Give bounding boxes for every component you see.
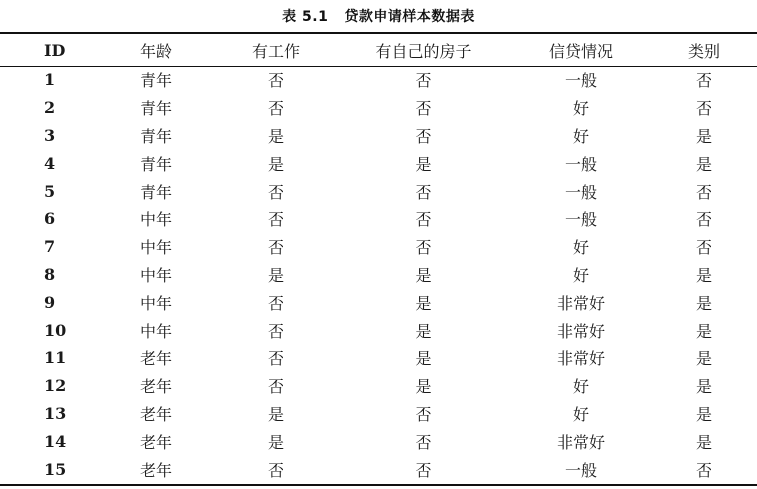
cell-has-job: 是: [267, 432, 284, 452]
cell-credit: 好: [572, 377, 589, 397]
cell-age: 中年: [139, 321, 172, 341]
table-number: 表 5.1: [282, 9, 329, 25]
cell-age: 青年: [139, 182, 172, 202]
cell-id: 5: [44, 181, 56, 201]
cell-id: 10: [44, 320, 67, 340]
cell-has-job: 是: [267, 404, 284, 424]
cell-class: 是: [695, 293, 712, 313]
cell-class: 是: [695, 377, 712, 397]
cell-age: 青年: [139, 126, 172, 146]
cell-credit: 一般: [564, 71, 597, 91]
table-row: [0, 427, 757, 455]
cell-credit: 好: [572, 126, 589, 146]
cell-class: 否: [695, 238, 712, 258]
cell-has-job: 否: [267, 210, 284, 230]
cell-owns-house: 否: [415, 404, 432, 424]
cell-id: 13: [44, 403, 67, 423]
cell-credit: 一般: [564, 210, 597, 230]
cell-id: 6: [44, 209, 56, 229]
cell-owns-house: 否: [415, 126, 432, 146]
table-row: [0, 122, 757, 150]
cell-has-job: 否: [267, 71, 284, 91]
cell-has-job: 否: [267, 182, 284, 202]
cell-has-job: 否: [267, 293, 284, 313]
cell-id: 11: [44, 348, 67, 368]
cell-credit: 非常好: [556, 432, 605, 452]
cell-has-job: 否: [267, 321, 284, 341]
cell-owns-house: 是: [415, 377, 432, 397]
cell-age: 青年: [139, 154, 172, 174]
header-row: [0, 34, 757, 66]
cell-has-job: 否: [267, 238, 284, 258]
cell-credit: 一般: [564, 182, 597, 202]
table-caption: [0, 6, 757, 26]
cell-credit: 非常好: [556, 349, 605, 369]
cell-has-job: 否: [267, 349, 284, 369]
table-row: [0, 94, 757, 122]
cell-credit: 非常好: [556, 293, 605, 313]
table-row: [0, 66, 757, 94]
cell-class: 是: [695, 321, 712, 341]
table-row: [0, 233, 757, 261]
cell-class: 是: [695, 154, 712, 174]
cell-has-job: 否: [267, 377, 284, 397]
cell-age: 老年: [139, 432, 172, 452]
cell-id: 1: [44, 70, 56, 90]
cell-id: 3: [44, 125, 56, 145]
table-row: [0, 344, 757, 372]
table-row: [0, 205, 757, 233]
cell-id: 7: [44, 237, 56, 257]
table-row: [0, 288, 757, 316]
cell-owns-house: 是: [415, 265, 432, 285]
column-header-owns-house: 有自己的房子: [375, 41, 472, 61]
column-header-credit: 信贷情况: [548, 41, 613, 61]
cell-credit: 好: [572, 99, 589, 119]
cell-owns-house: 否: [415, 71, 432, 91]
table-row: [0, 455, 757, 483]
cell-id: 2: [44, 98, 56, 118]
cell-credit: 好: [572, 238, 589, 258]
cell-id: 15: [44, 459, 67, 479]
cell-id: 4: [44, 153, 56, 173]
cell-id: 9: [44, 292, 56, 312]
cell-credit: 好: [572, 404, 589, 424]
table-title: 贷款申请样本数据表: [344, 9, 475, 25]
cell-age: 中年: [139, 238, 172, 258]
table-row: [0, 177, 757, 205]
table-row: [0, 316, 757, 344]
column-header-has-job: 有工作: [251, 41, 300, 61]
column-header-age: 年龄: [139, 41, 172, 61]
cell-class: 否: [695, 99, 712, 119]
cell-owns-house: 否: [415, 182, 432, 202]
cell-age: 老年: [139, 377, 172, 397]
cell-has-job: 是: [267, 154, 284, 174]
cell-owns-house: 否: [415, 432, 432, 452]
cell-owns-house: 是: [415, 154, 432, 174]
cell-credit: 一般: [564, 460, 597, 480]
cell-id: 8: [44, 264, 56, 284]
cell-has-job: 是: [267, 126, 284, 146]
cell-owns-house: 否: [415, 460, 432, 480]
loan-sample-table: [0, 34, 757, 483]
cell-owns-house: 是: [415, 349, 432, 369]
cell-class: 是: [695, 432, 712, 452]
column-header-class: 类别: [687, 41, 720, 61]
cell-has-job: 是: [267, 265, 284, 285]
cell-has-job: 否: [267, 99, 284, 119]
cell-owns-house: 是: [415, 293, 432, 313]
table-row: [0, 261, 757, 289]
cell-id: 12: [44, 376, 67, 396]
cell-has-job: 否: [267, 460, 284, 480]
cell-class: 否: [695, 71, 712, 91]
cell-age: 老年: [139, 460, 172, 480]
cell-class: 否: [695, 460, 712, 480]
table-row: [0, 400, 757, 428]
bottom-rule: [0, 484, 757, 486]
cell-owns-house: 否: [415, 99, 432, 119]
cell-age: 中年: [139, 265, 172, 285]
cell-owns-house: 否: [415, 210, 432, 230]
cell-age: 老年: [139, 404, 172, 424]
cell-owns-house: 是: [415, 321, 432, 341]
cell-credit: 非常好: [556, 321, 605, 341]
cell-class: 是: [695, 126, 712, 146]
cell-age: 青年: [139, 99, 172, 119]
cell-class: 是: [695, 349, 712, 369]
table-row: [0, 372, 757, 400]
cell-class: 否: [695, 182, 712, 202]
cell-age: 中年: [139, 210, 172, 230]
cell-owns-house: 否: [415, 238, 432, 258]
column-header-id: ID: [44, 40, 66, 60]
cell-class: 否: [695, 210, 712, 230]
cell-class: 是: [695, 404, 712, 424]
cell-credit: 一般: [564, 154, 597, 174]
cell-age: 老年: [139, 349, 172, 369]
cell-id: 14: [44, 431, 67, 451]
cell-age: 中年: [139, 293, 172, 313]
cell-age: 青年: [139, 71, 172, 91]
table-row: [0, 149, 757, 177]
cell-class: 是: [695, 265, 712, 285]
cell-credit: 好: [572, 265, 589, 285]
